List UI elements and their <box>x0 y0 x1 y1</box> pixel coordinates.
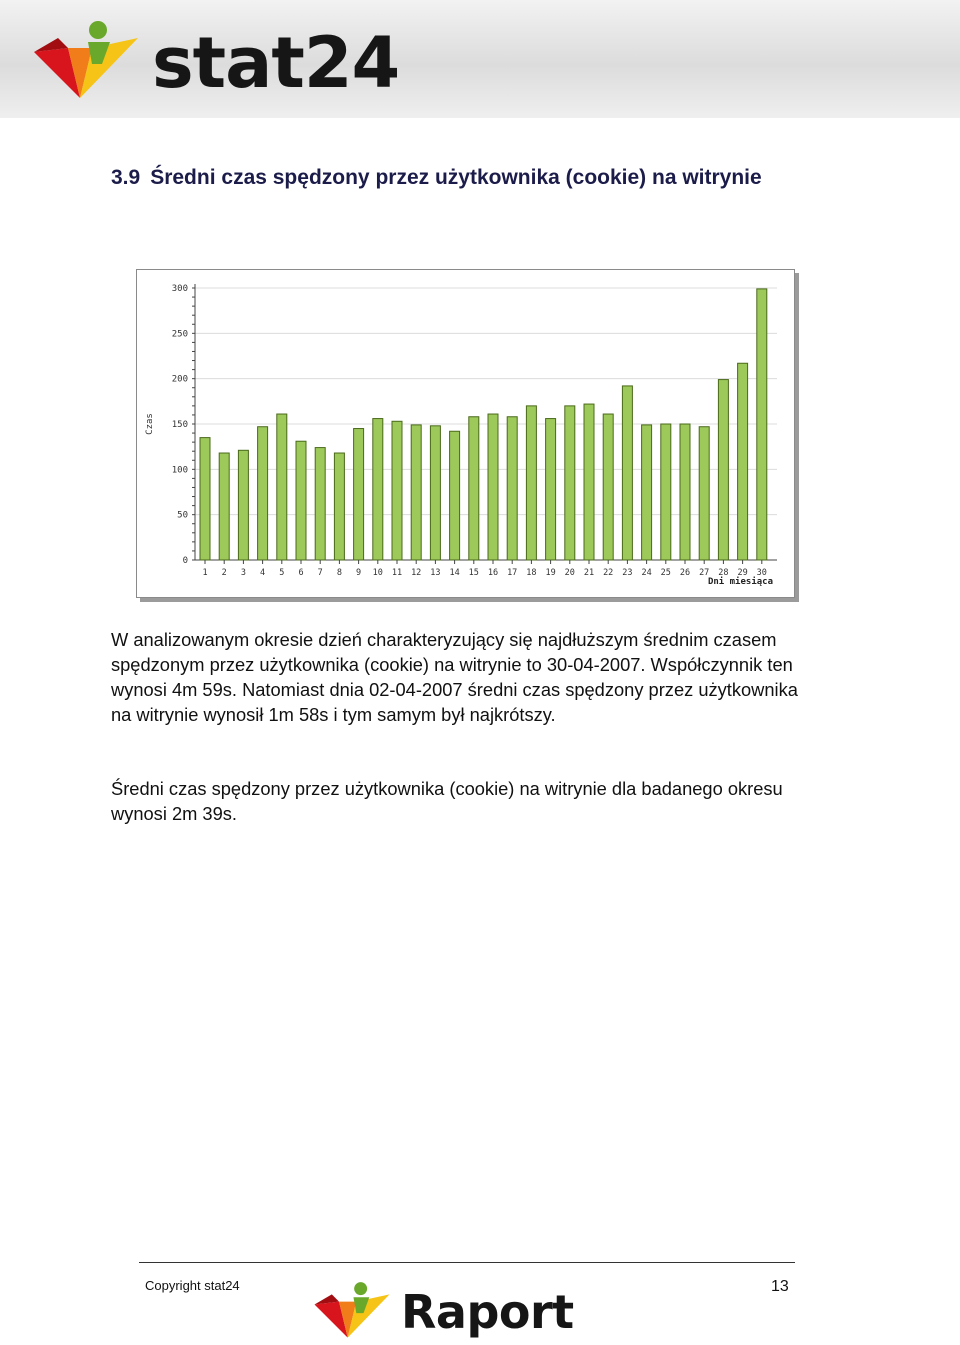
bar <box>430 426 440 560</box>
bar <box>469 417 479 560</box>
x-tick-label: 28 <box>718 568 729 578</box>
y-tick-label: 200 <box>171 374 188 385</box>
x-tick-label: 25 <box>660 568 671 578</box>
page-header <box>0 0 960 118</box>
page-number: 13 <box>771 1278 789 1295</box>
bar <box>546 419 556 560</box>
average-paragraph: Średni czas spędzony przez użytkownika (cookie) na witrynie dla badanego okresu wynosi 2m 39s. <box>111 778 783 824</box>
section-number: 3.9 <box>111 166 141 189</box>
bar <box>565 406 575 560</box>
y-tick-label: 100 <box>171 465 188 476</box>
x-tick-label: 8 <box>336 568 342 578</box>
y-tick-label: 50 <box>177 510 188 521</box>
bar <box>411 425 421 560</box>
y-tick-label: 300 <box>171 284 188 294</box>
raport-logo-icon <box>310 1280 394 1342</box>
raport-logo-text: Raport <box>401 1285 574 1339</box>
x-tick-label: 14 <box>449 568 460 578</box>
bar <box>200 438 210 560</box>
copyright-text: Copyright stat24 <box>145 1278 240 1293</box>
stat24-logo-icon <box>30 18 142 104</box>
y-tick-label: 150 <box>171 420 188 430</box>
bar <box>354 429 364 560</box>
x-axis-label: Dni miesiąca <box>707 577 773 587</box>
bar <box>488 414 498 560</box>
footer-divider <box>139 1262 795 1263</box>
bar <box>450 431 460 560</box>
bar <box>603 414 613 560</box>
x-tick-label: 12 <box>411 568 422 578</box>
x-tick-label: 11 <box>391 568 403 578</box>
bar <box>296 441 306 560</box>
x-tick-label: 16 <box>487 568 499 578</box>
x-tick-label: 1 <box>202 568 208 578</box>
bar <box>526 406 536 560</box>
x-tick-label: 23 <box>622 568 633 578</box>
x-tick-label: 29 <box>737 568 748 578</box>
bar <box>699 427 709 560</box>
y-axis-label: Czas <box>145 413 155 435</box>
x-tick-label: 13 <box>430 568 441 578</box>
bar <box>258 427 268 560</box>
x-tick-label: 3 <box>240 568 246 578</box>
x-tick-label: 7 <box>317 568 323 578</box>
x-tick-label: 17 <box>507 568 518 578</box>
bar <box>661 424 671 560</box>
x-tick-label: 10 <box>372 568 383 578</box>
bar <box>718 380 728 560</box>
x-tick-label: 18 <box>526 568 537 578</box>
x-tick-label: 20 <box>564 568 575 578</box>
x-tick-label: 6 <box>298 568 304 578</box>
summary-paragraph: W analizowanym okresie dzień charakteryzujący się najdłuższym średnim czasem spędzonym przez użytkownika (cookie) na witrynie to 30-04-2007. Współczynnik ten wynosi 4m 59s. Natomiast dnia 02-04-2007 średni czas spędzony przez użytkownika na witrynie wynosił 1m 58s i tym samym był najkrótszy. <box>111 629 798 725</box>
bar <box>642 425 652 560</box>
bar <box>738 363 748 560</box>
bar <box>392 421 402 560</box>
x-tick-label: 2 <box>221 568 227 578</box>
x-tick-label: 22 <box>603 568 614 578</box>
y-tick-label: 250 <box>171 329 188 340</box>
bar <box>507 417 517 560</box>
x-tick-label: 9 <box>356 568 362 578</box>
bar <box>238 450 248 560</box>
bar <box>373 419 383 560</box>
bar <box>757 289 767 560</box>
x-tick-label: 21 <box>583 568 595 578</box>
x-tick-label: 15 <box>468 568 479 578</box>
x-tick-label: 26 <box>679 568 691 578</box>
section-title-text: Średni czas spędzony przez użytkownika (cookie) na witrynie <box>150 166 762 189</box>
x-tick-label: 5 <box>279 568 285 578</box>
bar <box>219 453 229 560</box>
x-tick-label: 24 <box>641 568 652 578</box>
bar <box>315 448 325 560</box>
time-per-day-chart <box>136 269 795 598</box>
x-tick-label: 4 <box>260 568 266 578</box>
bar <box>622 386 632 560</box>
section-title <box>111 166 762 190</box>
bar-chart-svg <box>137 270 794 597</box>
bar <box>680 424 690 560</box>
bar <box>584 404 594 560</box>
bar <box>334 453 344 560</box>
x-tick-label: 19 <box>545 568 556 578</box>
y-tick-label: 0 <box>182 556 188 566</box>
x-tick-label: 30 <box>756 568 767 578</box>
stat24-logo-text: stat24 <box>152 22 400 104</box>
bar <box>277 414 287 560</box>
x-tick-label: 27 <box>699 568 710 578</box>
